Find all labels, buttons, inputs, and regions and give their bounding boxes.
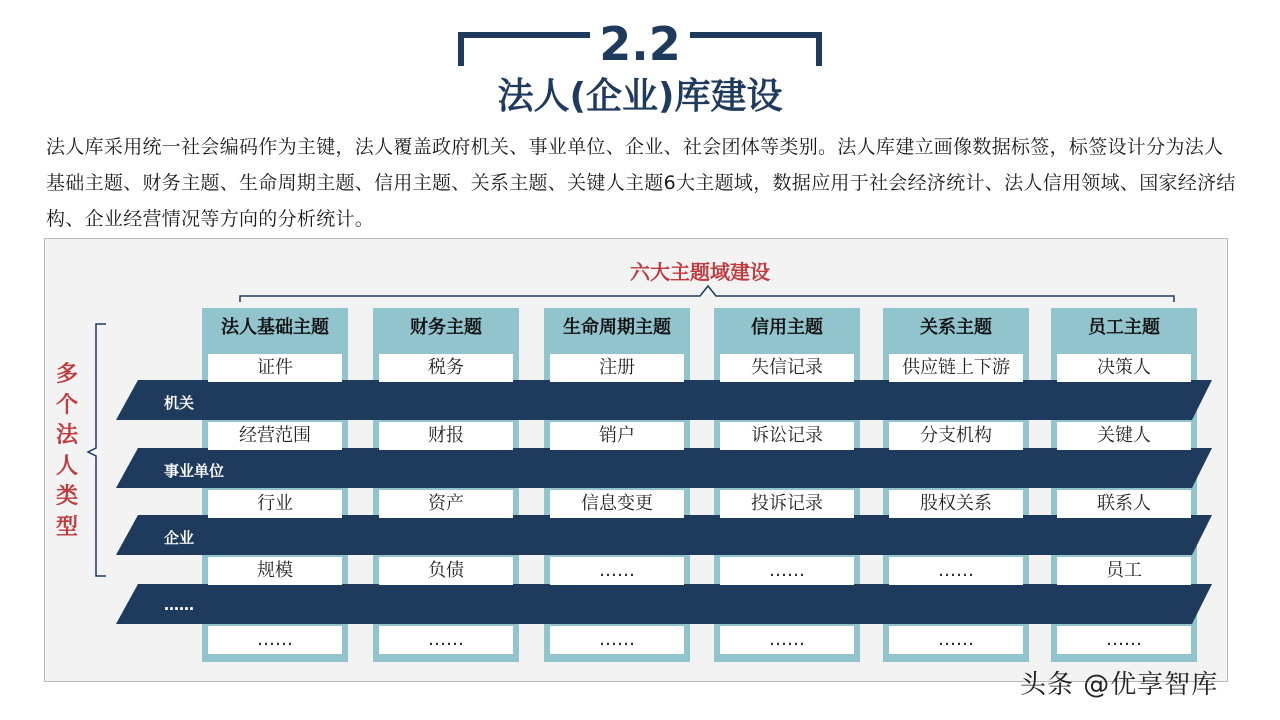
- entity-layer-band: [116, 380, 1212, 420]
- theme-header: 信用主题: [751, 317, 823, 338]
- theme-item: 税务: [379, 354, 513, 382]
- entity-layer-label: 事业单位: [164, 462, 225, 480]
- theme-header: 关系主题: [920, 317, 992, 338]
- theme-item: 资产: [379, 490, 513, 518]
- domain-heading: 六大主题域建设: [630, 260, 770, 284]
- theme-item: 失信记录: [720, 354, 854, 382]
- watermark: 头条 @优享智库: [1020, 670, 1219, 700]
- entity-layer-band: [116, 515, 1212, 555]
- theme-item: 分支机构: [889, 422, 1023, 450]
- entity-layer-band: [116, 584, 1212, 624]
- theme-item: 诉讼记录: [720, 422, 854, 450]
- theme-header: 员工主题: [1088, 317, 1160, 338]
- entity-layer-label: ……: [164, 596, 194, 614]
- theme-item: ……: [550, 626, 684, 654]
- intro-paragraph: 法人库采用统一社会编码作为主键，法人覆盖政府机关、事业单位、企业、社会团体等类别。法人库建立画像数据标签，标签设计分为法人基础主题、财务主题、生命周期主题、信用主题、关系主题、关键人主题6大主题域，数据应用于社会经济统计、法人信用领域、国家经济结构、企业经营情况等方向的分析统计。: [46, 136, 1236, 230]
- theme-item: 关键人: [1057, 422, 1191, 450]
- theme-item: 证件: [208, 354, 342, 382]
- theme-item: ……: [379, 626, 513, 654]
- theme-header: 财务主题: [410, 317, 482, 338]
- entity-layer-label: 机关: [164, 394, 195, 412]
- theme-item: 经营范围: [208, 422, 342, 450]
- entity-layer-band: [116, 448, 1212, 488]
- theme-item: ……: [720, 557, 854, 585]
- theme-item: ……: [1057, 626, 1191, 654]
- theme-item: 销户: [550, 422, 684, 450]
- theme-item: 财报: [379, 422, 513, 450]
- theme-item: 负债: [379, 557, 513, 585]
- theme-item: 员工: [1057, 557, 1191, 585]
- entity-layer-label: 企业: [164, 529, 195, 547]
- theme-item: ……: [208, 626, 342, 654]
- theme-item: 联系人: [1057, 490, 1191, 518]
- section-number: 2.2: [599, 17, 681, 71]
- theme-item: 决策人: [1057, 354, 1191, 382]
- top-brace: [240, 286, 1174, 302]
- theme-item: 投诉记录: [720, 490, 854, 518]
- theme-item: 注册: [550, 354, 684, 382]
- theme-item: ……: [550, 557, 684, 585]
- page-title: 法人(企业)库建设: [497, 76, 783, 117]
- theme-item: 信息变更: [550, 490, 684, 518]
- theme-item: 供应链上下游: [889, 354, 1023, 382]
- theme-item: ……: [889, 626, 1023, 654]
- theme-item: 股权关系: [889, 490, 1023, 518]
- legal-entity-types-label: 多个法人类型: [55, 362, 78, 540]
- theme-item: ……: [889, 557, 1023, 585]
- theme-item: ……: [720, 626, 854, 654]
- theme-header: 法人基础主题: [221, 317, 329, 338]
- left-brace: [88, 324, 106, 576]
- theme-item: 行业: [208, 490, 342, 518]
- theme-header: 生命周期主题: [563, 317, 671, 338]
- theme-item: 规模: [208, 557, 342, 585]
